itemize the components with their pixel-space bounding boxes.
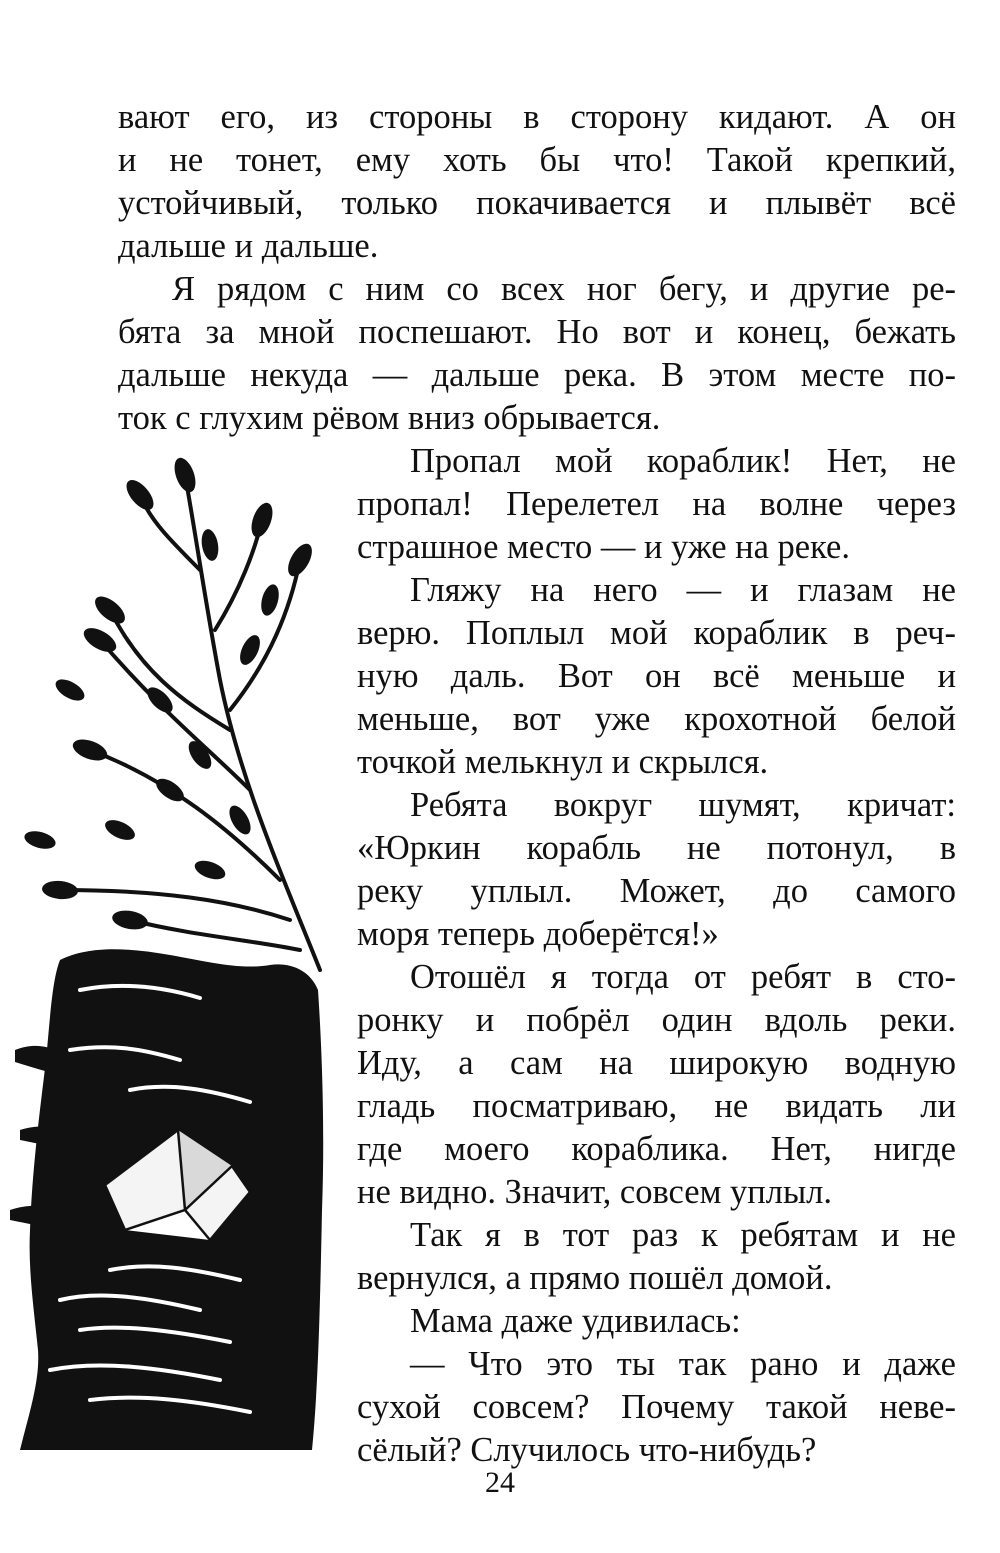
- text-line: реку уплыл. Может, до самого: [357, 872, 956, 910]
- text-line: пропал! Перелетел на волне через: [357, 485, 956, 523]
- text-line: сёлый? Случилось что-нибудь?: [357, 1431, 817, 1469]
- text-line: Ребята вокруг шумят, кричат:: [410, 786, 956, 824]
- text-line: и не тонет, ему хоть бы что! Такой крепкий,: [118, 141, 956, 179]
- text-line: Мама даже удивилась:: [410, 1302, 741, 1340]
- text-line: бята за мной поспешают. Но вот и конец, бежать: [118, 313, 956, 351]
- text-line: ную даль. Вот он всё меньше и: [357, 657, 956, 695]
- text-line: ронку и побрёл один вдоль реки.: [357, 1001, 956, 1039]
- text-line: где моего кораблика. Нет, нигде: [357, 1130, 956, 1168]
- branches: [60, 475, 320, 970]
- willow-branch-and-paper-boat-icon: [0, 450, 360, 1470]
- text-line: верю. Поплыл мой кораблик в реч-: [357, 614, 956, 652]
- text-line: сухой совсем? Почему такой неве-: [357, 1388, 956, 1426]
- text-line: — Что это ты так рано и даже: [410, 1345, 956, 1383]
- text-line: ток с глухим рёвом вниз обрывается.: [118, 399, 661, 437]
- text-line: Так я в тот раз к ребятам и не: [410, 1216, 956, 1254]
- text-line: вают его, из стороны в сторону кидают. А он: [118, 98, 956, 136]
- text-line: вернулся, а прямо пошёл домой.: [357, 1259, 833, 1297]
- catkins: [22, 455, 316, 932]
- text-line: устойчивый, только покачивается и плывёт всё: [118, 184, 956, 222]
- text-line: «Юркин корабль не потонул, в: [357, 829, 956, 867]
- text-line: дальше и дальше.: [118, 227, 379, 265]
- text-line: точкой мелькнул и скрылся.: [357, 743, 769, 781]
- text-line: Иду, а сам на широкую водную: [357, 1044, 956, 1082]
- page-number: 24: [485, 1466, 515, 1499]
- text-line: Гляжу на него — и глазам не: [410, 571, 956, 609]
- text-line: моря теперь доберётся!»: [357, 915, 719, 953]
- text-line: Пропал мой кораблик! Нет, не: [410, 442, 956, 480]
- text-line: не видно. Значит, совсем уплыл.: [357, 1173, 832, 1211]
- text-line: меньше, вот уже крохотной белой: [357, 700, 956, 738]
- text-line: страшное место — и уже на реке.: [357, 528, 850, 566]
- text-line: дальше некуда — дальше река. В этом месте по-: [118, 356, 956, 394]
- text-line: Я рядом с ним со всех ног бегу, и другие ре-: [172, 270, 956, 308]
- text-line: гладь посматриваю, не видать ли: [357, 1087, 956, 1125]
- text-line: Отошёл я тогда от ребят в сто-: [410, 958, 956, 996]
